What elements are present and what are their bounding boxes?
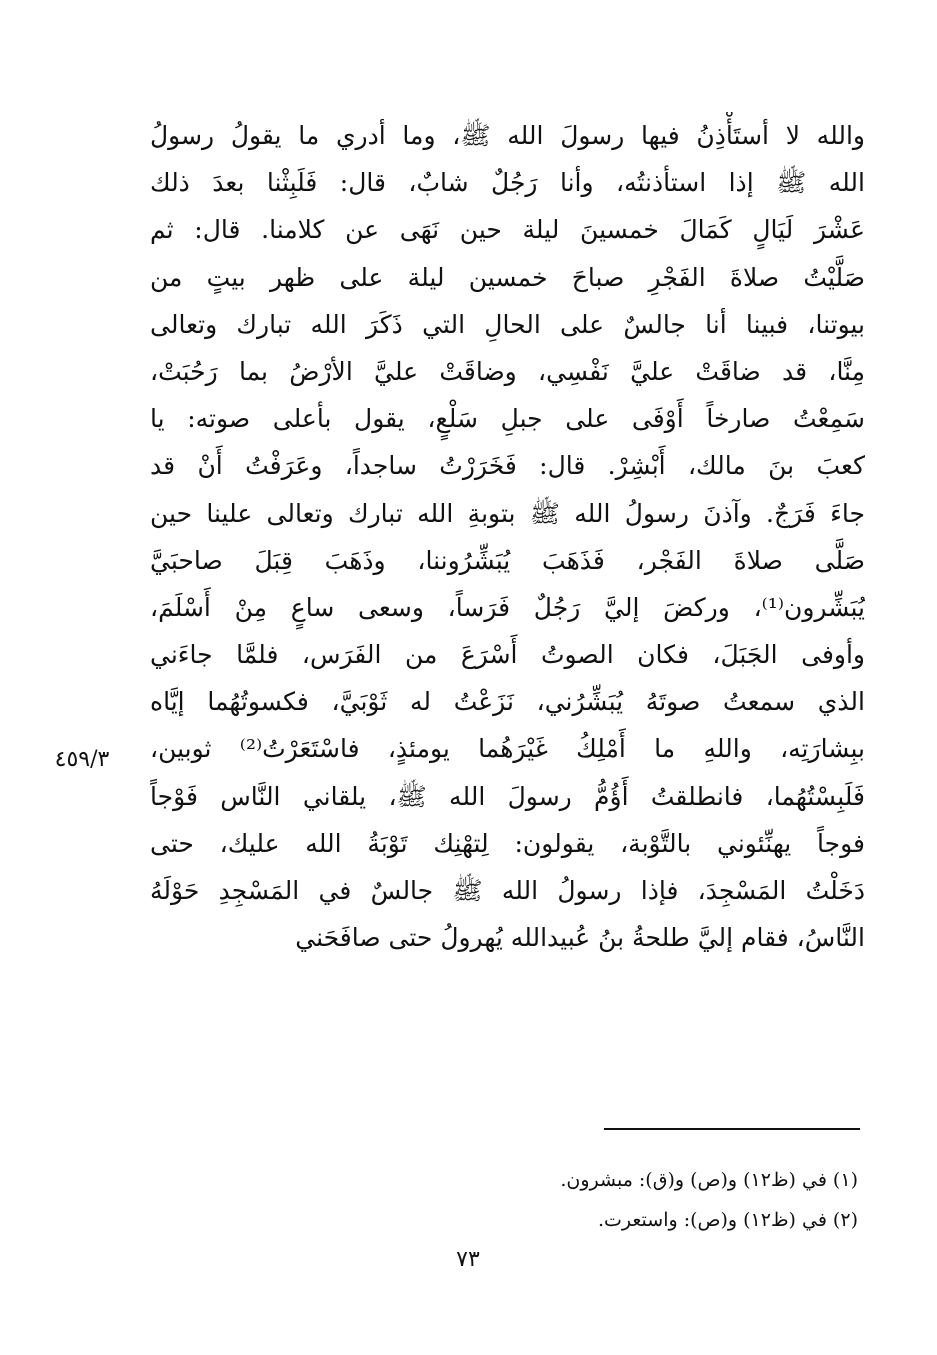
footnotes-block: [300, 1160, 858, 1240]
text-line: يُبَشِّرون⁽¹⁾، وركضَ إليَّ رَجُلٌ فَرَساً، وسعى ساعٍ مِنْ أَسْلَمَ،: [150, 592, 865, 622]
footnote-2: (٢) في (ظ١٢) و(ص): واستعرت.: [597, 1209, 858, 1231]
margin-volume-page-reference: ٤٥٩/٣: [54, 747, 110, 772]
text-line: النَّاسُ، فقام إليَّ طلحةُ بنُ عُبيدالله يُهرولُ حتى صافَحَني: [295, 923, 865, 953]
text-line: مِنَّا، قد ضاقَتْ عليَّ نَفْسِي، وضاقَتْ عليَّ الأرْضُ بما رَحُبَتْ،: [150, 356, 865, 386]
text-line: الذي سمعتُ صوتَهُ يُبَشِّرُني، نَزَعْتُ له ثَوْبَيَّ، فكسوتُهُما إيَّاه: [150, 687, 865, 717]
text-line: جاءَ فَرَجٌ. وآذنَ رسولُ الله ﷺ بتوبةِ الله تبارك وتعالى علينا حين: [150, 498, 865, 528]
text-line: كعبَ بنَ مالك، أَبْشِرْ. قال: فَخَرَرْتُ ساجداً، وعَرَفْتُ أَنْ قد: [150, 451, 865, 481]
footnote-divider: [604, 1128, 860, 1130]
text-line: فوجاً يهنِّئوني بالتَّوْبة، يقولون: لِتهْنِك تَوْبَةُ الله عليك، حتى: [150, 828, 865, 858]
text-line: دَخَلْتُ المَسْجِدَ، فإذا رسولُ الله ﷺ جالسٌ في المَسْجِدِ حَوْلَهُ: [150, 876, 865, 905]
page-number: ٧٣: [456, 1247, 480, 1272]
text-line: صَلَّى صلاةَ الفَجْر، فَذَهَبَ يُبَشِّرُوننا، وذَهَبَ قِبَلَ صاحبَيَّ: [150, 545, 865, 575]
text-line: الله ﷺ إذا استأذنتُه، وأنا رَجُلٌ شابٌ، قال: فَلَبِثْنا بعدَ ذلك: [150, 168, 865, 198]
text-line: صَلَّيْتُ صلاةَ الفَجْرِ صباحَ خمسين ليلة على ظهر بيتٍ من: [150, 262, 865, 292]
text-line: فَلَبِسْتُهُما، فانطلقتُ أَؤُمُّ رسولَ الله ﷺ، يلقاني النَّاس فَوْجاً: [150, 781, 865, 811]
text-line: عَشْرَ لَيَالٍ كَمَالَ خمسينَ ليلة حين نَهَى عن كلامنا. قال: ثم: [150, 215, 865, 245]
main-text-block: [150, 112, 865, 961]
text-line: بيوتنا، فبينا أنا جالسٌ على الحالِ التي ذَكَرَ الله تبارك وتعالى: [150, 309, 865, 339]
text-line: وأوفى الجَبَلَ، فكان الصوتُ أَسْرَعَ من الفَرَس، فلمَّا جاءَني: [150, 640, 865, 670]
text-line: والله لا أستَأْذِنُ فيها رسولَ الله ﷺ، وما أدري ما يقولُ رسولُ: [150, 121, 865, 150]
text-line: سَمِعْتُ صارخاً أَوْفَى على جبلِ سَلْعٍ، يقول بأعلى صوته: يا: [150, 404, 865, 434]
text-line: ببِشارَتِه، واللهِ ما أَمْلِكُ غَيْرَهُما يومئذٍ، فاسْتَعَرْتُ⁽²⁾ ثوبين،: [150, 734, 865, 764]
footnote-1: (١) في (ظ١٢) و(ص) و(ق): مبشرون.: [560, 1169, 858, 1191]
